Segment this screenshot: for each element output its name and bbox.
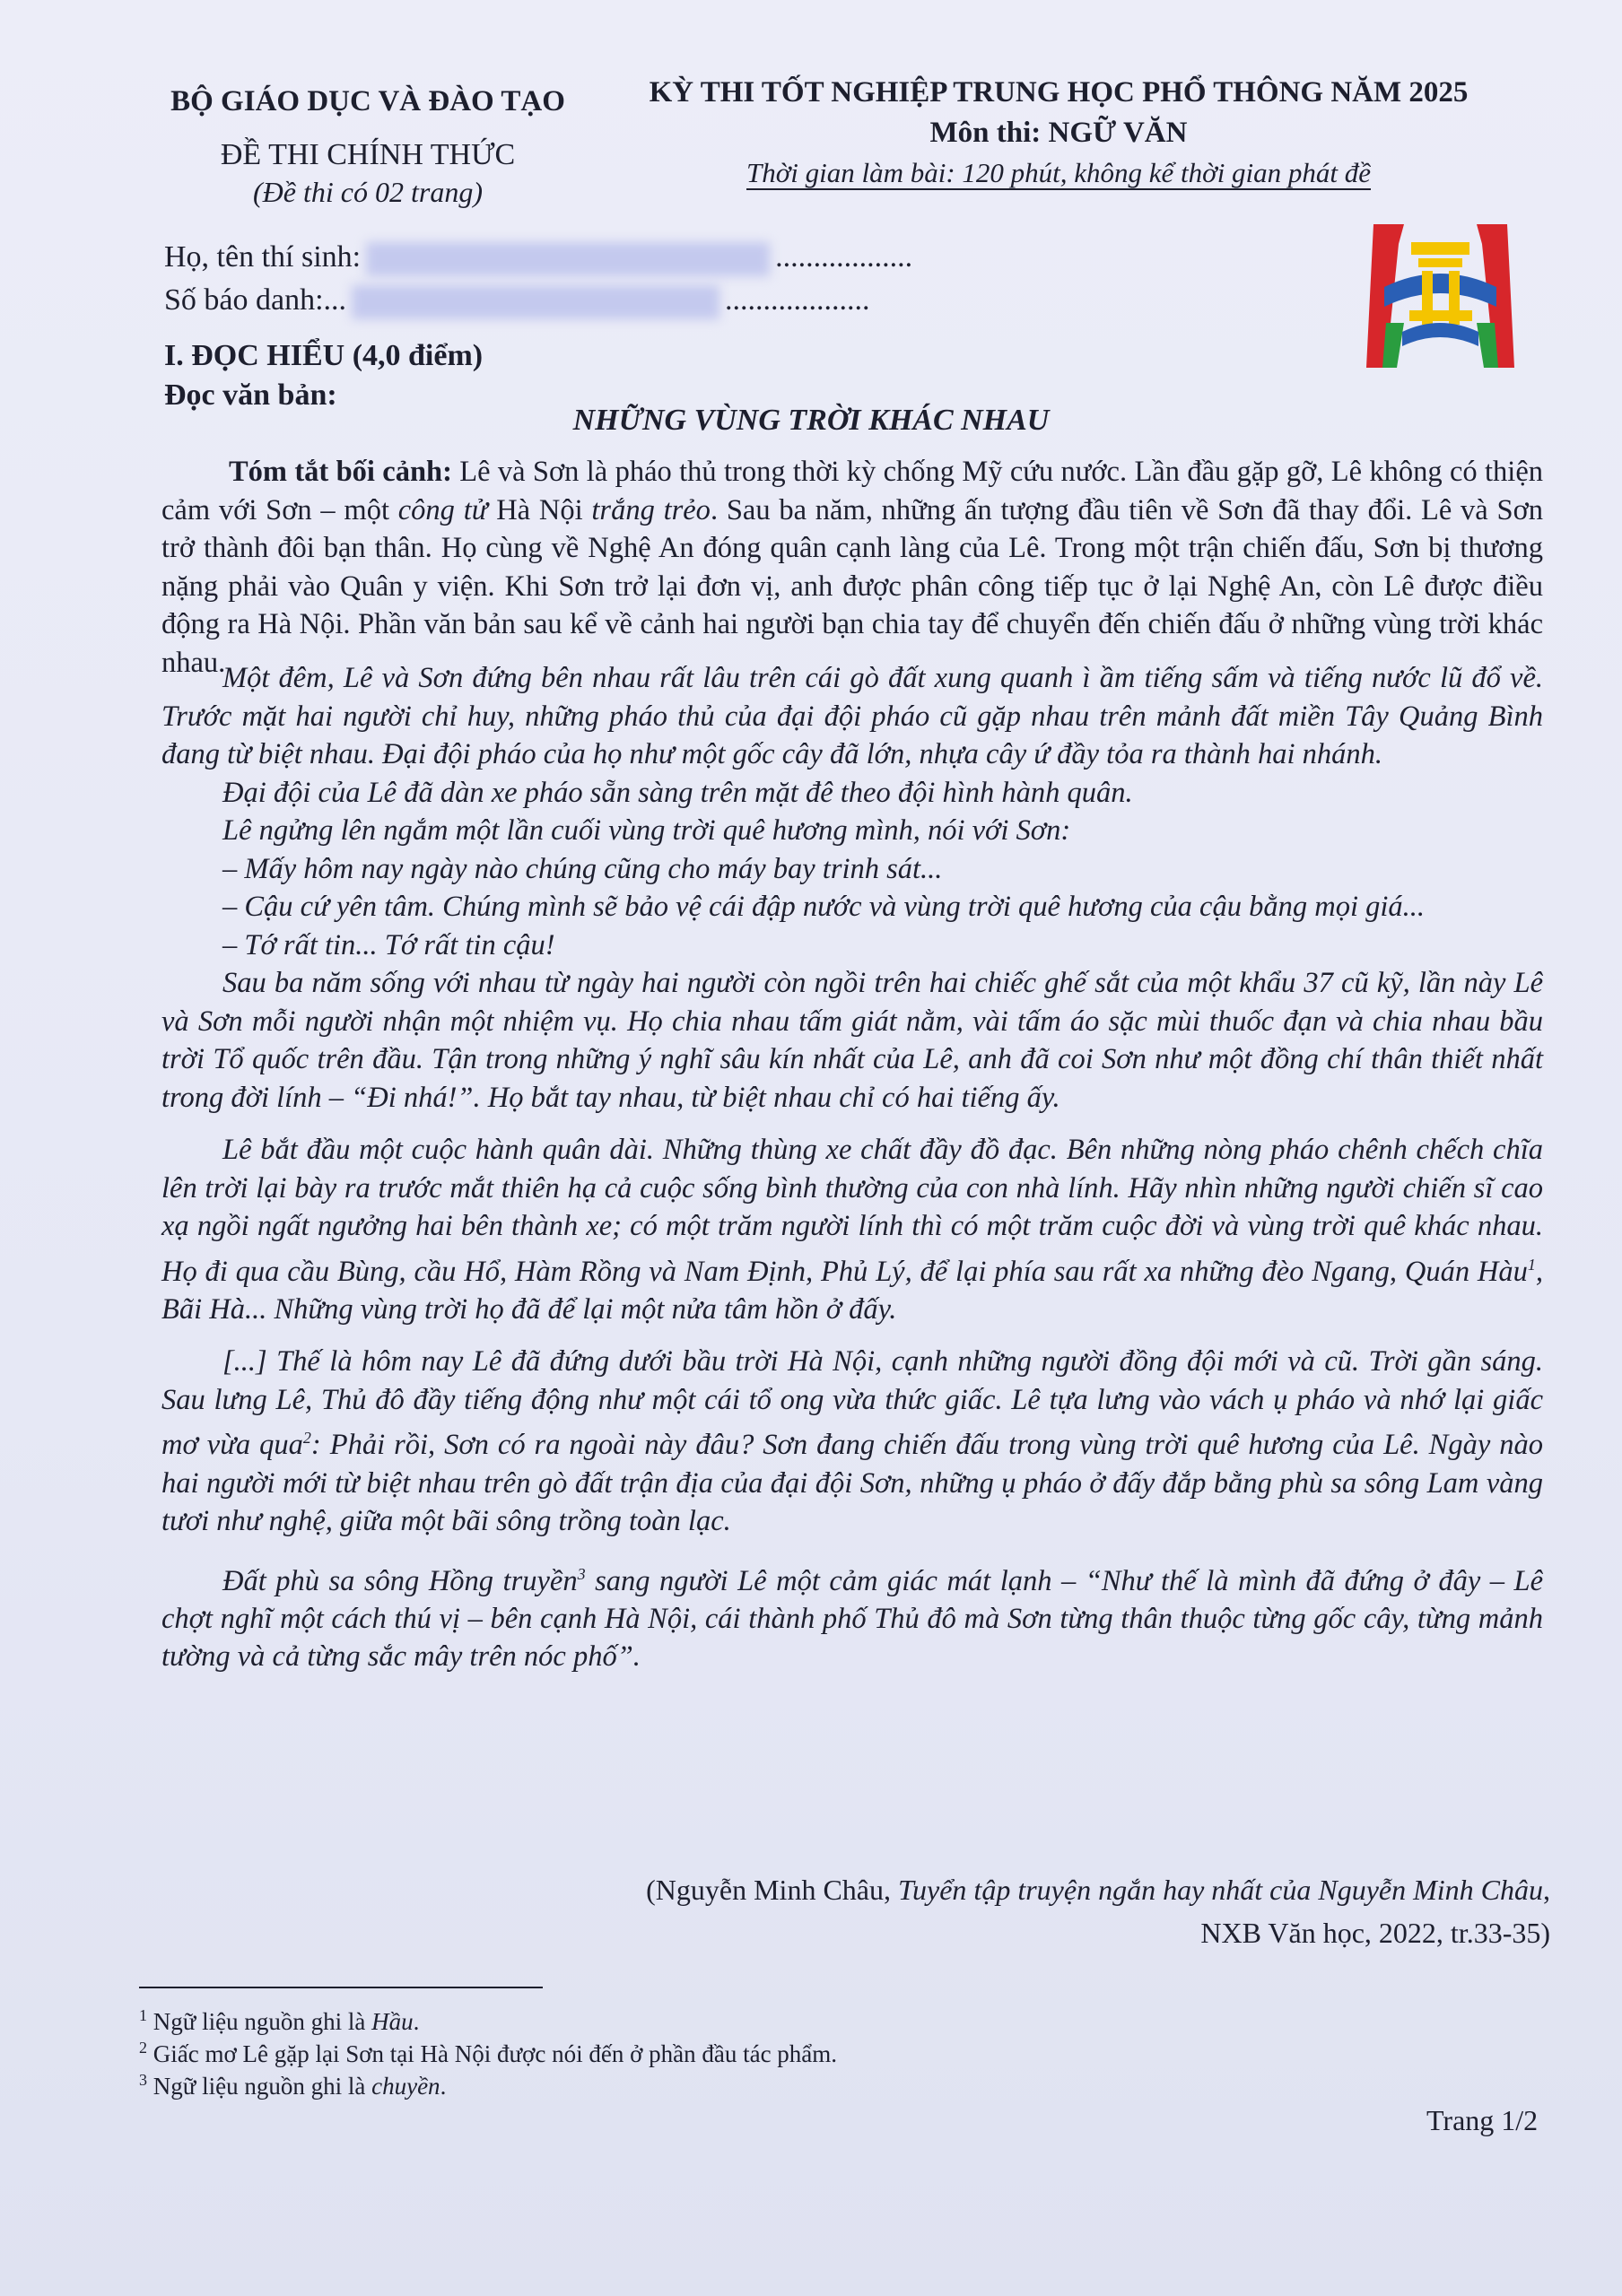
passage-text: , Bãi Hà... Những vùng trời họ đã để lại một nửa tâm hồn ở đấy. [161,1255,1543,1326]
read-label: Đọc văn bản: [164,378,337,412]
redacted-name [366,242,770,276]
context-italic-1: công tử [397,493,488,526]
footnote-text: Ngữ liệu nguồn ghi là [147,2073,372,2100]
story-passage [161,659,1543,1676]
passage-paragraph [161,1131,1543,1328]
footnote-number: 2 [139,2039,147,2057]
footnote-end: . [440,2073,447,2100]
footnote-text: Ngữ liệu nguồn ghi là [147,2008,372,2035]
header-right [619,76,1498,189]
dialogue-line: – Cậu cứ yên tâm. Chúng mình sẽ bảo vệ cái đập nước và vùng trời quê hương của cậu bằng mọi giá... [222,891,1426,923]
footnote-italic: chuyền [371,2073,440,2100]
footnote-2 [139,2039,837,2068]
name-dots: .................. [775,240,913,274]
footnote-text: Giấc mơ Lê gặp lại Sơn tại Hà Nội được nói đến ở phần đầu tác phẩm. [147,2040,838,2067]
header-left [135,85,601,209]
context-text-3: . Sau ba năm, những ấn tượng đầu tiên về Sơn đã thay đổi. Lê và Sơn trở thành đôi bạn thân. Họ cùng về Nghệ An đóng quân cạnh làng của Lê. Trong một trận chiến đấu, Sơn bị thương nặng phải vào Quân y viện. Khi Sơn trở lại đơn vị, anh được phân công tiếp tục ở lại Nghệ An, còn Lê được điều động ra Hà Nội. Phần văn bản sau kể về cảnh hai người bạn chia tay để chuyển đến chiến đấu ở những vùng trời khác nhau. [161,493,1544,679]
subject-prefix: Môn thi: [929,117,1049,149]
passage-text: Lê bắt đầu một cuộc hành quân dài. Những thùng xe chất đầy đồ đạc. Bên những nòng pháo chênh chếch chĩa lên trời lại bày ra trước mắt thiên hạ cả cuộc sống bình thường của con nhà lính. Hãy nhìn những người chiến sĩ cao xạ ngồi ngất ngưởng hai bên thành xe; có một trăm người lính thì có một trăm cuộc đời và vùng trời quê khác nhau. Họ đi qua cầu Bùng, cầu Hổ, Hàm Rồng và Nam Định, Phủ Lý, để lại phía sau rất xa những đèo Ngang, Quán Hàu [161,1134,1543,1288]
candidate-id-row [164,283,870,319]
passage-paragraph: Sau ba năm sống với nhau từ ngày hai người còn ngồi trên hai chiếc ghế sắt của một khẩu 37 cũ kỹ, lần này Lê và Sơn mỗi người nhận một nhiệm vụ. Họ chia nhau tấm giát nằm, vài tấm áo sặc mùi thuốc đạn và chia nhau bầu trời Tổ quốc trên đầu. Tận trong những ý nghĩ sâu kín nhất của Lê, anh đã coi Sơn như một đồng chí thân thiết nhất trong đời lính – “Đi nhá!”. Họ bắt tay nhau, từ biệt nhau chỉ có hai tiếng ấy. [161,967,1543,1114]
citation-line-1 [294,1868,1550,1911]
footnote-1 [139,2006,419,2036]
footnote-3 [139,2071,446,2100]
passage-text: sang người Lê một cảm giác mát lạnh – “Như thế là mình đã đứng ở đây – Lê chợt nghĩ một cách thú vị – bên cạnh Hà Nội, cái thành phố Thủ đô mà Sơn từng thân thuộc từng gốc cây, từng mảnh tường và cả từng sắc mây trên nóc phố”. [161,1564,1544,1674]
dialogue-line: – Mấy hôm nay ngày nào chúng cũng cho máy bay trinh sát... [222,852,943,885]
footnote-ref-1: 1 [1527,1255,1536,1274]
source-citation [294,1868,1550,1954]
subject-line [619,117,1498,150]
official-exam-label: ĐỀ THI CHÍNH THỨC [220,138,516,171]
footnote-end: . [413,2008,420,2035]
subject-name: NGỮ VĂN [1048,117,1188,149]
passage-paragraph [161,1343,1543,1540]
passage-text: [...] Thế là hôm nay Lê đã đứng dưới bầu trời Hà Nội, cạnh những người đồng đội mới và cũ. Trời gần sáng. Sau lưng Lê, Thủ đô đầy tiếng động như một cái tổ ong vừa thức giấc. Lê tựa lưng vào vách ụ pháo và nhớ lại giấc mơ vừa qua [161,1345,1543,1462]
context-italic-2: trắng trẻo [591,493,711,526]
footnote-number: 3 [139,2071,147,2089]
exam-title: KỲ THI TỐT NGHIỆP TRUNG HỌC PHỔ THÔNG NĂM 2025 [649,76,1469,109]
context-text-1: Lê và Sơn là pháo thủ trong thời kỳ chống Mỹ cứu nước. Lần đầu gặp gỡ, Lê không có thiện cảm với Sơn – một [161,456,1543,526]
footnote-italic: Hầu [371,2008,414,2035]
passage-paragraph [161,1555,1543,1676]
ministry-name: BỘ GIÁO DỤC VÀ ĐÀO TẠO [170,85,565,117]
footnote-divider [139,1987,543,1988]
citation-author: (Nguyễn Minh Châu, [646,1874,898,1906]
candidate-name-row [164,240,912,276]
passage-paragraph: Lê ngửng lên ngắm một lần cuối vùng trời quê hương mình, nói với Sơn: [222,814,1071,847]
time-line [619,157,1498,189]
id-dots: ................... [725,283,870,317]
context-label: Tóm tắt bối cảnh: [229,456,452,488]
footnote-number: 1 [139,2006,147,2024]
time-limit: Thời gian làm bài: 120 phút, không kể thời gian phát đề [746,157,1372,188]
citation-book: Tuyển tập truyện ngắn hay nhất của Nguyễn Minh Châu [897,1874,1543,1906]
hanoi-logo-icon [1366,224,1514,368]
passage-text: Đất phù sa sông Hồng truyền [222,1564,578,1597]
page-number: Trang 1/2 [1426,2104,1539,2136]
citation-comma: , [1543,1874,1550,1906]
candidate-name-label: Họ, tên thí sinh: [164,240,362,274]
context-summary [161,453,1543,682]
passage-paragraph: Một đêm, Lê và Sơn đứng bên nhau rất lâu trên cái gò đất xung quanh ì ầm tiếng sấm và tiếng nước lũ đổ về. Trước mặt hai người chỉ huy, những pháo thủ của đại đội pháo cũ gặp nhau trên mảnh đất miền Tây Quảng Bình đang từ biệt nhau. Đại đội pháo của họ như một gốc cây đã lớn, nhựa cây ứ đầy tỏa ra thành hai nhánh. [161,662,1543,770]
footnote-ref-2: 2 [302,1429,311,1448]
section-heading: I. ĐỌC HIỂU (4,0 điểm) [164,339,484,372]
redacted-id [352,285,719,319]
pages-note: (Đề thi có 02 trang) [253,176,483,208]
context-text-2: Hà Nội [487,493,592,526]
candidate-id-label: Số báo danh:... [164,283,347,317]
story-title: NHỮNG VÙNG TRỜI KHÁC NHAU [572,404,1050,437]
dialogue-line: – Tớ rất tin... Tớ rất tin cậu! [222,928,555,961]
footnote-ref-3: 3 [577,1564,586,1583]
passage-text: : Phải rồi, Sơn có ra ngoài này đâu? Sơn đang chiến đấu trong vùng trời quê hương của Lê. Ngày nào hai người mới từ biệt nhau trên gò đất trận địa của đại đội Sơn, những ụ pháo ở đấy đắp bằng phù sa sông Lam vàng tươi như nghệ, giữa một bãi sông trồng toàn lạc. [161,1429,1544,1538]
passage-paragraph: Đại đội của Lê đã dàn xe pháo sẵn sàng trên mặt đê theo đội hình hành quân. [222,776,1133,809]
citation-line-2: NXB Văn học, 2022, tr.33-35) [1200,1917,1550,1949]
